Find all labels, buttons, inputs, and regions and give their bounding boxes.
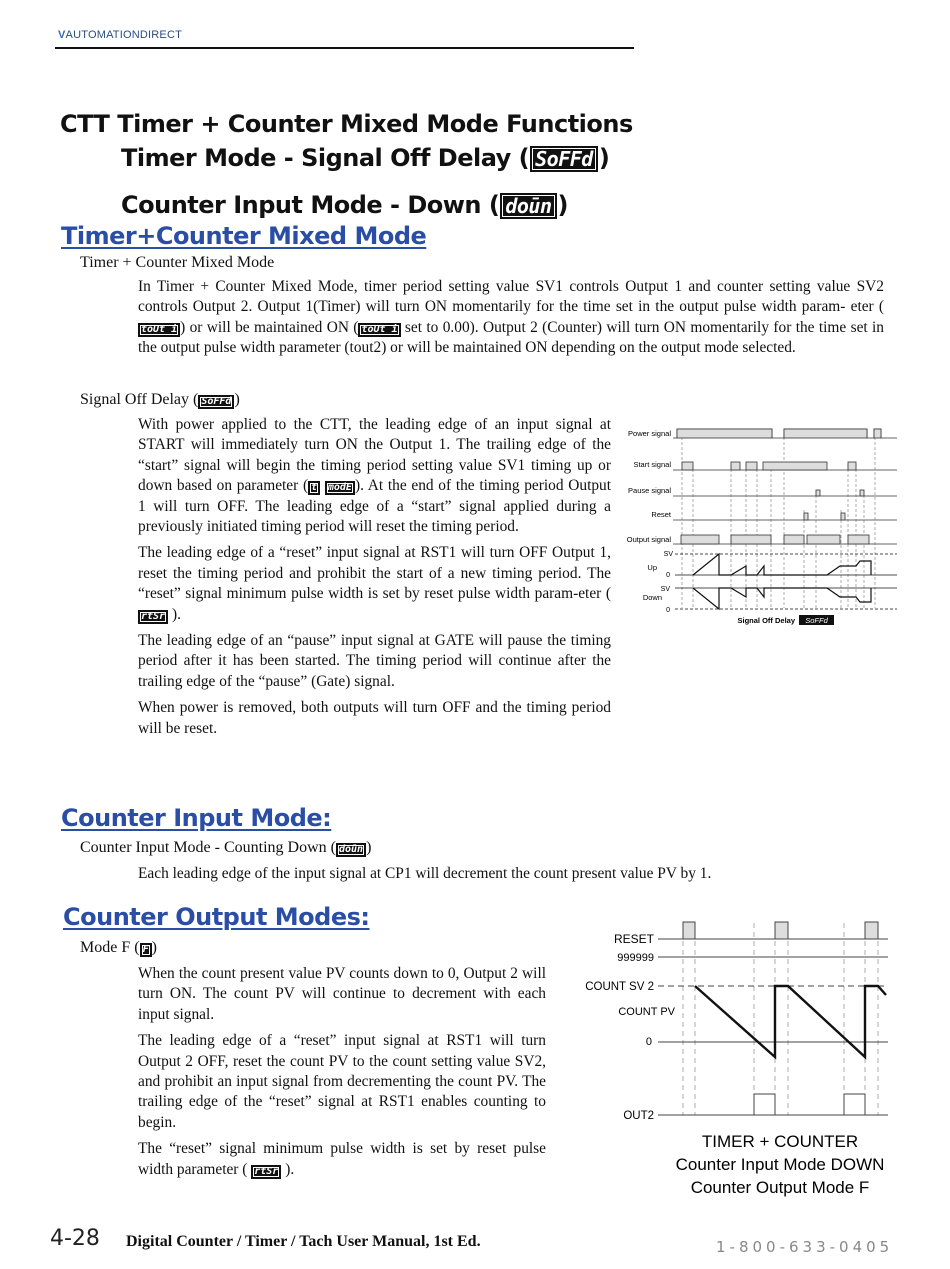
code-rtsr: rtSr [251, 1165, 281, 1179]
brand-logo [58, 29, 182, 41]
section-heading-mixed-mode: Timer+Counter Mixed Mode [61, 222, 427, 250]
mode-f-text: Mode F ( [80, 939, 140, 956]
count-pv-trace [695, 986, 886, 1057]
label-zero: 0 [645, 1036, 652, 1048]
mixed-mode-text-b3: set to 0.00). Output 2 (Counter) will turn ON momentarily for the time set in the output pulse width parameter (tout2) or will be maintained ON depending on the output mode selected. [138, 318, 885, 357]
code-down: doūn [500, 193, 556, 219]
code-rtsr: rtSr [138, 610, 168, 624]
mode-f-end: ) [151, 939, 157, 956]
label-power-signal: Power signal [628, 429, 671, 438]
footer-manual-title: Digital Counter / Timer / Tach User Manual, 1st Ed. [126, 1233, 481, 1250]
counter-guide-lines [683, 923, 878, 1115]
section-heading-counter-output-modes: Counter Output Modes: [63, 903, 370, 931]
label-reset: Reset [651, 510, 671, 519]
mixed-mode-text-b2: ) or will be maintained ON ( [180, 318, 359, 336]
code-soffd: SoFFd [530, 146, 598, 172]
counting-down-paragraph: Each leading edge of the input signal at CP1 will decrement the count present value PV by 1. [138, 865, 712, 882]
mixed-mode-text-a: In Timer + Counter Mixed Mode, timer period setting value SV1 controls Output 1 and counter setting value SV2 controls Output 2. Output 1(Timer) will turn ON momentarily for the time set in the output pulse width param- [138, 278, 884, 316]
signal-off-delay-paragraphs [138, 415, 611, 745]
label-reset: RESET [613, 932, 654, 946]
counter-caption-1: TIMER + COUNTER [701, 1132, 859, 1151]
section-heading-counter-input-mode: Counter Input Mode: [61, 804, 332, 832]
sod-p1-b: ). At the end of the timing period Output 1 will turn OFF. The leading edge of a “start” signal applied during a previously initiated timing period will reset the timing period. [138, 477, 612, 536]
label-zero-down: 0 [666, 607, 670, 614]
sod-p3: The leading edge of an “pause” input signal at GATE will pause the timing period after it has been started. The timing period will continue after the trailing edge of the “pause” (Gate) signal. [138, 632, 611, 690]
counting-down-text: Counter Input Mode - Counting Down ( [80, 839, 336, 856]
mode-f-paragraphs [138, 964, 546, 1186]
code-soffd: SoFFd [198, 395, 234, 409]
subheading-mixed-mode: Timer + Counter Mixed Mode [80, 254, 275, 271]
counter-caption-2: Counter Input Mode DOWN [675, 1155, 885, 1174]
label-down: Down [642, 593, 662, 602]
timing-signal-traces [673, 429, 897, 544]
page-subtitle-timer-mode [121, 144, 609, 172]
header-rule [55, 47, 634, 49]
sod-p2-a: The leading edge of a “reset” input signal at RST1 will turn OFF Output 1, reset the timing period and prohibit the start of a new timing period. The “reset” signal minimum pulse width is set by reset pulse width param-eter ( [138, 544, 611, 603]
counting-down-end: ) [366, 839, 372, 856]
label-start-signal: Start signal [633, 460, 671, 469]
code-mode: modE [325, 481, 355, 495]
label-output-signal: Output signal [626, 535, 671, 544]
footer-phone-number: 1-800-633-0405 [716, 1238, 894, 1256]
subheading-counting-down [80, 839, 371, 857]
label-out2: OUT2 [623, 1110, 654, 1122]
signal-off-delay-timing-diagram [615, 420, 905, 630]
timing-caption: Signal Off Delay [737, 616, 795, 625]
footer-page-number: 4-28 [50, 1226, 100, 1251]
timing-caption-code: SoFFd [805, 616, 828, 625]
subtitle-timer-text: Timer Mode - Signal Off Delay ( [121, 144, 530, 172]
label-999999: 999999 [617, 952, 654, 964]
label-pause-signal: Pause signal [628, 486, 671, 495]
subtitle-counter-end: ) [557, 191, 568, 219]
subtitle-counter-text: Counter Input Mode - Down ( [121, 191, 500, 219]
code-f: F [140, 943, 152, 957]
code-tout: toUt i [358, 323, 400, 337]
label-sv-down: SV [660, 586, 670, 593]
label-count-sv2: COUNT SV 2 [585, 981, 654, 993]
page-subtitle-counter-mode [121, 191, 568, 219]
mode-f-p3-a: The “reset” signal minimum pulse width is set by reset pulse width parameter ( [138, 1140, 546, 1178]
counter-caption-3: Counter Output Mode F [690, 1178, 870, 1197]
mixed-mode-text-b1: eter ( [850, 298, 885, 316]
sod-p1-a: With power applied to the CTT, the leading edge of an input signal at START will immediately turn ON the Output 1. The trailing edge of the “start” signal will begin the timing period setting value SV1 timing up or down based on parameter ( [138, 416, 611, 495]
code-tout: toUt i [138, 323, 180, 337]
signal-off-delay-end: ) [234, 391, 240, 408]
page-title: CTT Timer + Counter Mixed Mode Functions [60, 110, 633, 138]
label-zero-up: 0 [666, 572, 670, 579]
subtitle-timer-end: ) [598, 144, 610, 172]
label-count-pv: COUNT PV [618, 1006, 675, 1018]
sod-p4: When power is removed, both outputs will turn OFF and the timing period will be reset. [138, 699, 611, 737]
signal-off-delay-text: Signal Off Delay ( [80, 391, 199, 408]
mode-f-p2: The leading edge of a “reset” input signal at RST1 will turn Output 2 OFF, reset the count PV to the count setting value SV2, and prohibit an input signal from decrementing the count PV. The trailing edge of the “reset” signal at RST1 enables counting to begin. [138, 1032, 546, 1131]
counter-mode-f-diagram [570, 915, 900, 1205]
subheading-signal-off-delay [80, 391, 240, 409]
code-down: doūn [336, 843, 366, 857]
subheading-mode-f [80, 939, 157, 957]
brand-logo-text: AUTOMATIONDIRECT [65, 29, 183, 41]
brand-logo-mark: V [58, 29, 66, 41]
sod-p2-b: ). [168, 605, 181, 623]
code-t: t [308, 481, 320, 495]
label-up: Up [647, 563, 657, 572]
mode-f-p3-b: ). [281, 1160, 295, 1178]
label-sv-up: SV [663, 551, 673, 558]
mode-f-p1: When the count present value PV counts down to 0, Output 2 will turn ON. The count PV will continue to decrement with each input signal. [138, 965, 546, 1023]
mixed-mode-paragraph [138, 277, 884, 359]
counter-traces [658, 922, 888, 1115]
